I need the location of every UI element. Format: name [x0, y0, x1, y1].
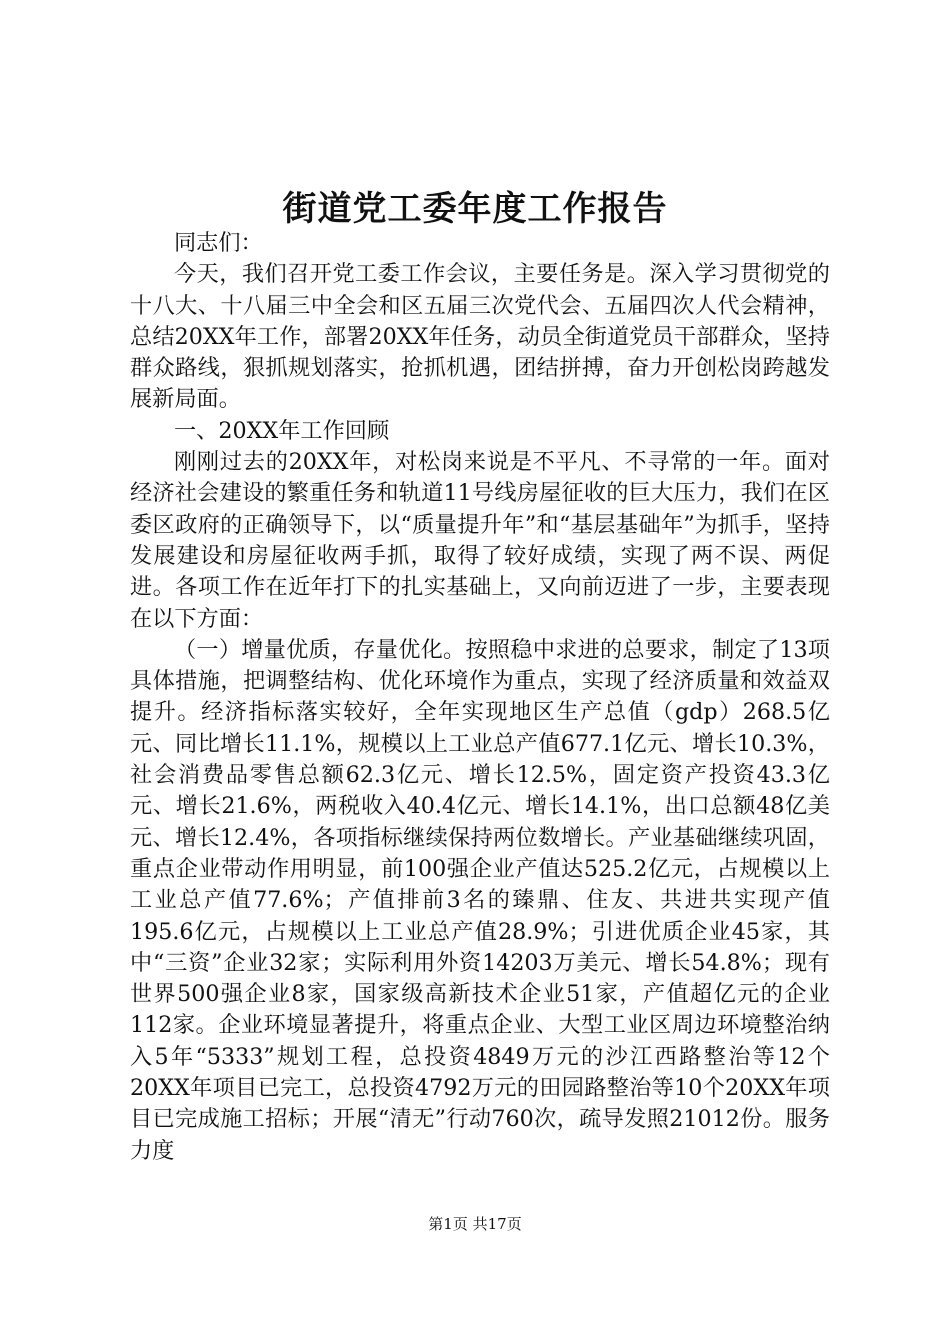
paragraph-opening: 今天，我们召开党工委工作会议，主要任务是。深入学习贯彻党的十八大、十八届三中全会和区五届三次党代会、五届四次人代会精神，总结20XX年工作，部署20XX年任务，动员全街道党员干部群众，坚持群众路线，狠抓规划落实，抢抓机遇，团结拼搏，奋力开创松岗跨越发展新局面。: [130, 261, 830, 413]
salutation: 同志们：: [174, 230, 263, 256]
section-heading: 一、20XX年工作回顾: [174, 417, 390, 444]
paragraph-economy: （一）增量优质，存量优化。按照稳中求进的总要求，制定了13项具体措施，把调整结构、优化环境作为重点，实现了经济质量和效益双提升。经济指标落实较好，全年实现地区生产总值（gdp）268.5亿元、同比增长11.1%，规模以上工业总产值677.1亿元、增长10.3%，社会消费品零售总额62.3亿元、增长12.5%，固定资产投资43.3亿元、增长21.6%，两税收入40.4亿元、增长14.1%，出口总额48亿美元、增长12.4%，各项指标继续保持两位数增长。产业基础继续巩固，重点企业带动作用明显，前100强企业产值达525.2亿元，占规模以上工业总产值77.6%；产值排前3名的臻鼎、住友、共进共实现产值195.6亿元，占规模以上工业总产值28.9%；引进优质企业45家，其中“三资”企业32家；实际利用外资14203万美元、增长54.8%；现有世界500强企业8家，国家级高新技术企业51家，产值超亿元的企业112家。企业环境显著提升，将重点企业、大型工业区周边环境整治纳入5年“5333”规划工程，总投资4849万元的沙江西路整治等12个20XX年项目已完工，总投资4792万元的田园路整治等10个20XX年项目已完成施工招标；开展“清无”行动760次，疏导发照21012份。服务力度: [130, 636, 830, 1164]
paragraph-review: 刚刚过去的20XX年，对松岗来说是不平凡、不寻常的一年。面对经济社会建设的繁重任务和轨道11号线房屋征收的巨大压力，我们在区委区政府的正确领导下，以“质量提升年”和“基层基础年”为抓手，坚持发展建设和房屋征收两手抓，取得了较好成绩，实现了两不误、两促进。各项工作在近年打下的扎实基础上，又向前迈进了一步，主要表现在以下方面：: [130, 449, 830, 632]
document-body: [130, 228, 830, 1167]
document-title: 街道党工委年度工作报告: [282, 189, 668, 229]
page-number: 第1页 共17页: [428, 1215, 522, 1233]
